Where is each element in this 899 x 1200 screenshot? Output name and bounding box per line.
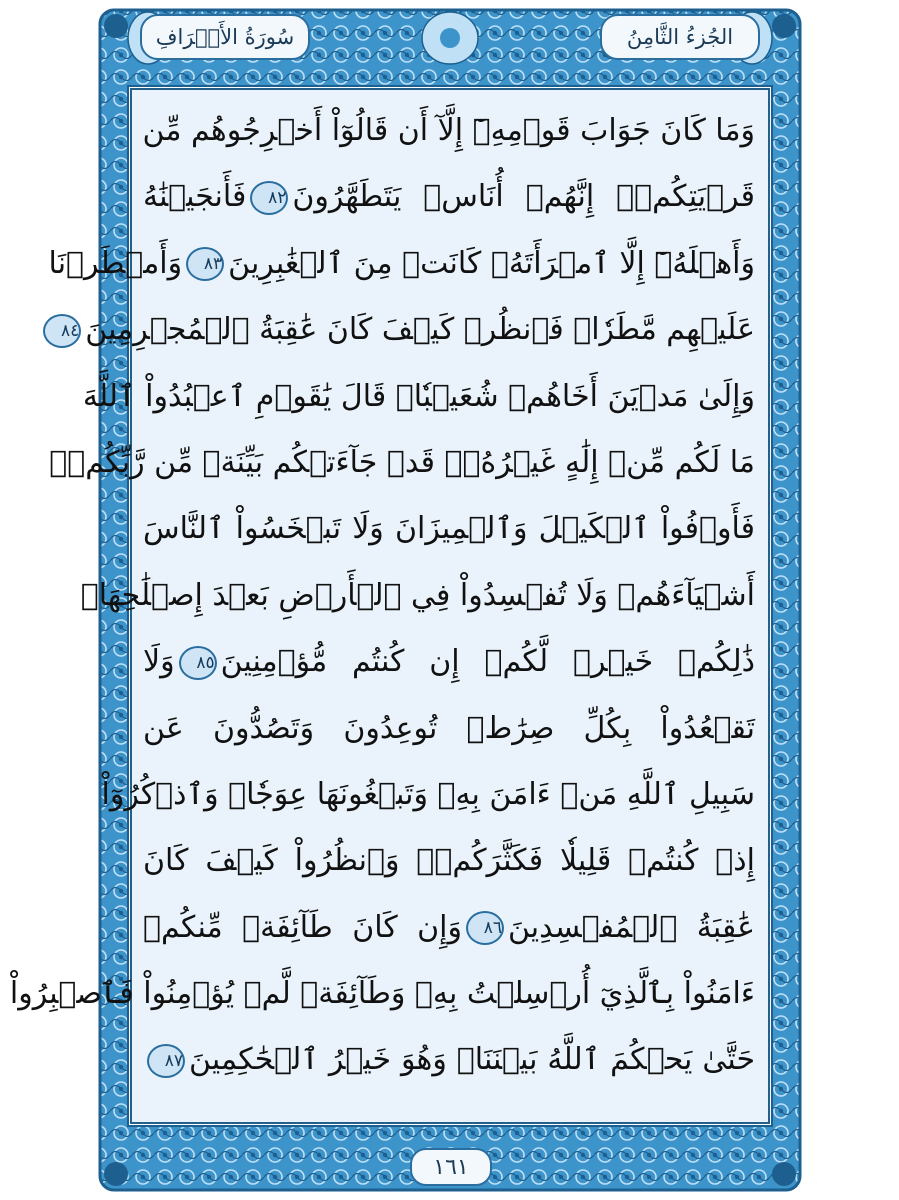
page-number: ١٦١ — [433, 1154, 469, 1180]
juz-header — [600, 14, 760, 60]
ayah-number-marker: ٨٤ — [43, 314, 81, 348]
line-text-continuation: فَأَنجَيۡنَٰهُ — [143, 179, 247, 215]
line-text: وَمَا كَانَ جَوَابَ قَوۡمِهِۦٓ إِلَّآ أَن قَالُوٓاْ أَخۡرِجُوهُم مِّن — [142, 113, 755, 148]
text-line — [143, 696, 755, 762]
line-text: حَتَّىٰ يَحۡكُمَ ٱللَّهُ بَيۡنَنَاۚ وَهُوَ خَيۡرُ ٱلۡحَٰكِمِينَ — [189, 1042, 755, 1078]
surah-header — [140, 14, 310, 60]
line-text-continuation: وَأَمۡطَرۡنَا — [48, 245, 183, 281]
line-text: تَقۡعُدُواْ بِكُلِّ صِرَٰطٖ تُوعِدُونَ وَتَصُدُّونَ عَن — [143, 710, 755, 746]
line-text: ذَٰلِكُمۡ خَيۡرٞ لَّكُمۡ إِن كُنتُم مُّؤۡمِنِينَ — [220, 644, 755, 680]
ayah-number-marker: ٨٦ — [466, 911, 504, 945]
text-line — [101, 762, 755, 828]
line-text: ءَامَنُواْ بِٱلَّذِيٓ أُرۡسِلۡتُ بِهِۦ وَطَآئِفَةٞ لَّمۡ يُؤۡمِنُواْ فَٱصۡبِرُواْ — [9, 976, 755, 1012]
line-text: مَا لَكُم مِّنۡ إِلَٰهٍ غَيۡرُهُۥۖ قَدۡ جَآءَتۡكُم بَيِّنَةٞ مِّن رَّبِّكُمۡۖ — [49, 444, 755, 480]
ayah-number-marker: ٨٥ — [179, 646, 217, 680]
line-text-continuation: وَلَا — [143, 644, 175, 680]
line-text: وَأَهۡلَهُۥٓ إِلَّا ٱمۡرَأَتَهُۥ كَانَتۡ مِنَ ٱلۡغَٰبِرِينَ — [228, 245, 755, 281]
juz-label: الجُزءُ الثَّامِنُ — [626, 25, 734, 49]
text-line — [60, 297, 755, 363]
ayah-number-marker: ٨٧ — [147, 1044, 185, 1078]
line-text: فَأَوۡفُواْ ٱلۡكَيۡلَ وَٱلۡمِيزَانَ وَلَا تَبۡخَسُواْ ٱلنَّاسَ — [143, 511, 755, 547]
line-text: عَٰقِبَةُ ٱلۡمُفۡسِدِينَ — [507, 909, 755, 945]
text-line — [49, 430, 755, 496]
line-text: قَرۡيَتِكُمۡۖ إِنَّهُمۡ أُنَاسٞ يَتَطَهَّرُونَ — [292, 179, 755, 215]
quran-text — [9, 98, 755, 1094]
text-line — [143, 98, 755, 164]
text-line — [82, 364, 755, 430]
line-text: وَإِلَىٰ مَدۡيَنَ أَخَاهُمۡ شُعَيۡبٗاۚ قَالَ يَٰقَوۡمِ ٱعۡبُدُواْ ٱللَّهَ — [82, 378, 755, 414]
text-line — [143, 164, 755, 230]
text-line — [48, 231, 755, 297]
ayah-number-marker: ٨٣ — [186, 247, 224, 281]
line-text: سَبِيلِ ٱللَّهِ مَنۡ ءَامَنَ بِهِۦ وَتَبۡغُونَهَا عِوَجٗاۚ وَٱذۡكُرُوٓاْ — [101, 776, 755, 812]
text-line — [143, 629, 755, 695]
text-line — [143, 496, 755, 562]
text-line — [143, 828, 755, 894]
line-text: إِذۡ كُنتُمۡ قَلِيلٗا فَكَثَّرَكُمۡۖ وَٱنظُرُواْ كَيۡفَ كَانَ — [143, 843, 755, 879]
line-text: عَلَيۡهِم مَّطَرٗاۖ فَٱنظُرۡ كَيۡفَ كَانَ عَٰقِبَةُ ٱلۡمُجۡرِمِينَ — [85, 312, 755, 348]
ayah-number-marker: ٨٢ — [250, 181, 288, 215]
surah-label: سُورَةُ الأَعۡرَافِ — [155, 25, 295, 49]
text-line — [143, 895, 755, 961]
line-text-continuation: وَإِن كَانَ طَآئِفَةٞ مِّنكُمۡ — [143, 909, 462, 945]
text-line — [9, 961, 755, 1027]
text-line — [143, 1027, 755, 1093]
line-text: أَشۡيَآءَهُمۡ وَلَا تُفۡسِدُواْ فِي ٱلۡأَرۡضِ بَعۡدَ إِصۡلَٰحِهَاۚ — [80, 577, 755, 613]
text-line — [80, 563, 755, 629]
page-number-box — [410, 1148, 492, 1186]
